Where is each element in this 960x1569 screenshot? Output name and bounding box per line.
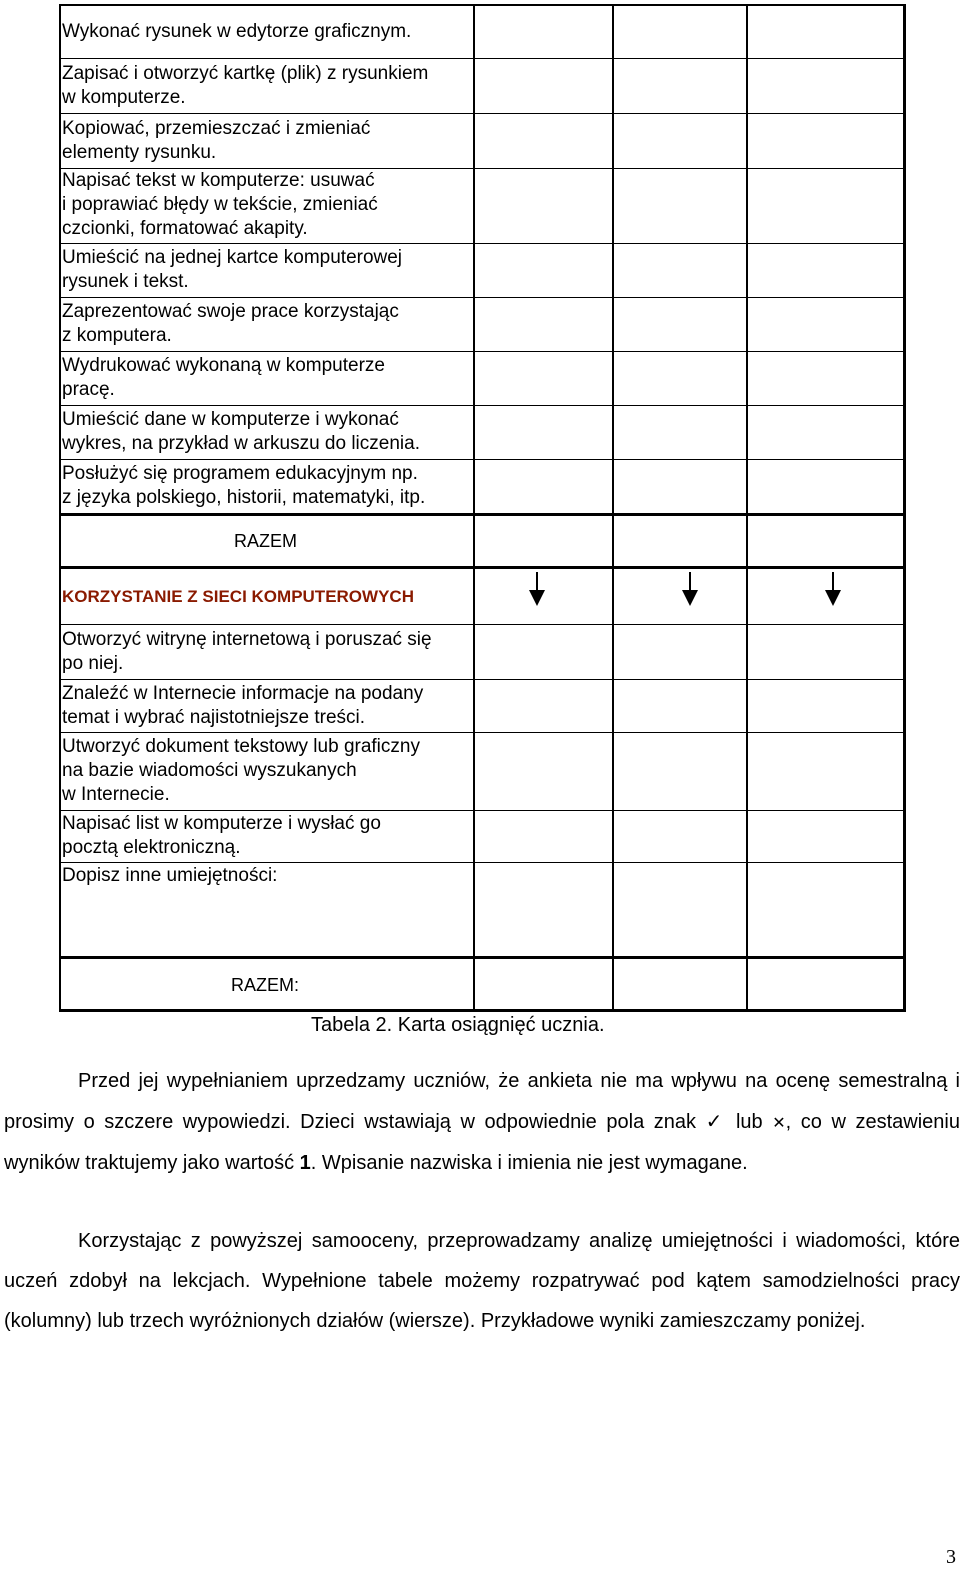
total-row-border-bottom [59, 566, 906, 569]
row-divider [59, 810, 906, 811]
paragraph-text: , co w zestawieniu wyników traktujemy jako wartość [4, 1111, 960, 1174]
column-divider-1 [473, 4, 475, 1012]
table-border-bottom [59, 1009, 906, 1012]
section-heading: KORZYSTANIE Z SIECI KOMPUTEROWYCH [62, 587, 414, 606]
check-icon: ✓ [705, 1109, 727, 1133]
skill-row-label: Utworzyć dokument tekstowy lub graficzny na bazie wiadomości wyszukanych w Internecie. [62, 736, 420, 805]
table-border-left [59, 4, 61, 1012]
page-number: 3 [946, 1546, 956, 1568]
table-caption: Tabela 2. Karta osiągnięć ucznia. [311, 1014, 605, 1036]
skill-row-label: Dopisz inne umiejętności: [62, 865, 278, 886]
skill-row-label: Znaleźć w Internecie informacje na podany temat i wybrać najistotniejsze treści. [62, 683, 424, 728]
total-row-label: RAZEM [234, 531, 297, 551]
skill-row-label: Kopiować, przemieszczać i zmieniać elementy rysunku. [62, 118, 371, 163]
total-row-border-top [59, 956, 906, 959]
cross-icon: ✕ [772, 1113, 786, 1132]
table-border-top [59, 4, 906, 6]
column-divider-3 [746, 4, 748, 1012]
row-divider [59, 297, 906, 298]
paragraph-bold-value: 1 [299, 1152, 311, 1174]
body-paragraph-1 [4, 1061, 960, 1183]
skill-row-label: Napisać tekst w komputerze: usuwać i poprawiać błędy w tekście, zmieniać czcionki, formatować akapity. [62, 170, 378, 239]
row-divider [59, 862, 906, 863]
skill-row-label: Zaprezentować swoje prace korzystając z komputera. [62, 301, 399, 346]
paragraph-text: Przed jej wypełnianiem uprzedzamy uczniów, że ankieta nie ma wpływu na ocenę semestralną i prosimy o szczere wypowiedzi. Dzieci wstawiają w odpowiednie pola znak [4, 1070, 960, 1133]
row-divider [59, 405, 906, 406]
down-arrow-icon [822, 572, 844, 606]
skill-row-label: Zapisać i otworzyć kartkę (plik) z rysunkiem w komputerze. [62, 63, 429, 108]
down-arrow-icon [526, 572, 548, 606]
total-row-label: RAZEM: [231, 975, 300, 995]
total-row-border-top [59, 513, 906, 516]
skill-row-label: Posłużyć się programem edukacyjnym np. z języka polskiego, historii, matematyki, itp. [62, 463, 426, 508]
row-divider [59, 732, 906, 733]
paragraph-text: lub [726, 1111, 773, 1133]
row-divider [59, 624, 906, 625]
row-divider [59, 243, 906, 244]
skill-row-label: Wykonać rysunek w edytorze graficznym. [62, 21, 412, 42]
row-divider [59, 679, 906, 680]
row-divider [59, 351, 906, 352]
table-border-right [903, 4, 906, 1012]
paragraph-text: . Wpisanie nazwiska i imienia nie jest wymagane. [310, 1152, 748, 1174]
skill-row-label: Wydrukować wykonaną w komputerze pracę. [62, 355, 385, 400]
down-arrow-icon [679, 572, 701, 606]
column-divider-2 [612, 4, 614, 1012]
skill-row-label: Umieścić dane w komputerze i wykonać wykres, na przykład w arkuszu do liczenia. [62, 409, 420, 454]
row-divider [59, 459, 906, 460]
skill-row-label: Otworzyć witrynę internetową i poruszać się po niej. [62, 629, 432, 674]
row-divider [59, 58, 906, 59]
row-divider [59, 113, 906, 114]
body-paragraph-2: Korzystając z powyższej samooceny, przeprowadzamy analizę umiejętności i wiadomości, które uczeń zdobył na lekcjach. Wypełnione tabele możemy rozpatrywać pod kątem samodzielności pracy (kolumny) lub trzech wyróżnionych działów (wiersze). Przykładowe wyniki zamieszczamy poniżej. [4, 1230, 960, 1332]
skill-row-label: Umieścić na jednej kartce komputerowej rysunek i tekst. [62, 247, 403, 292]
skill-row-label: Napisać list w komputerze i wysłać go pocztą elektroniczną. [62, 813, 381, 858]
